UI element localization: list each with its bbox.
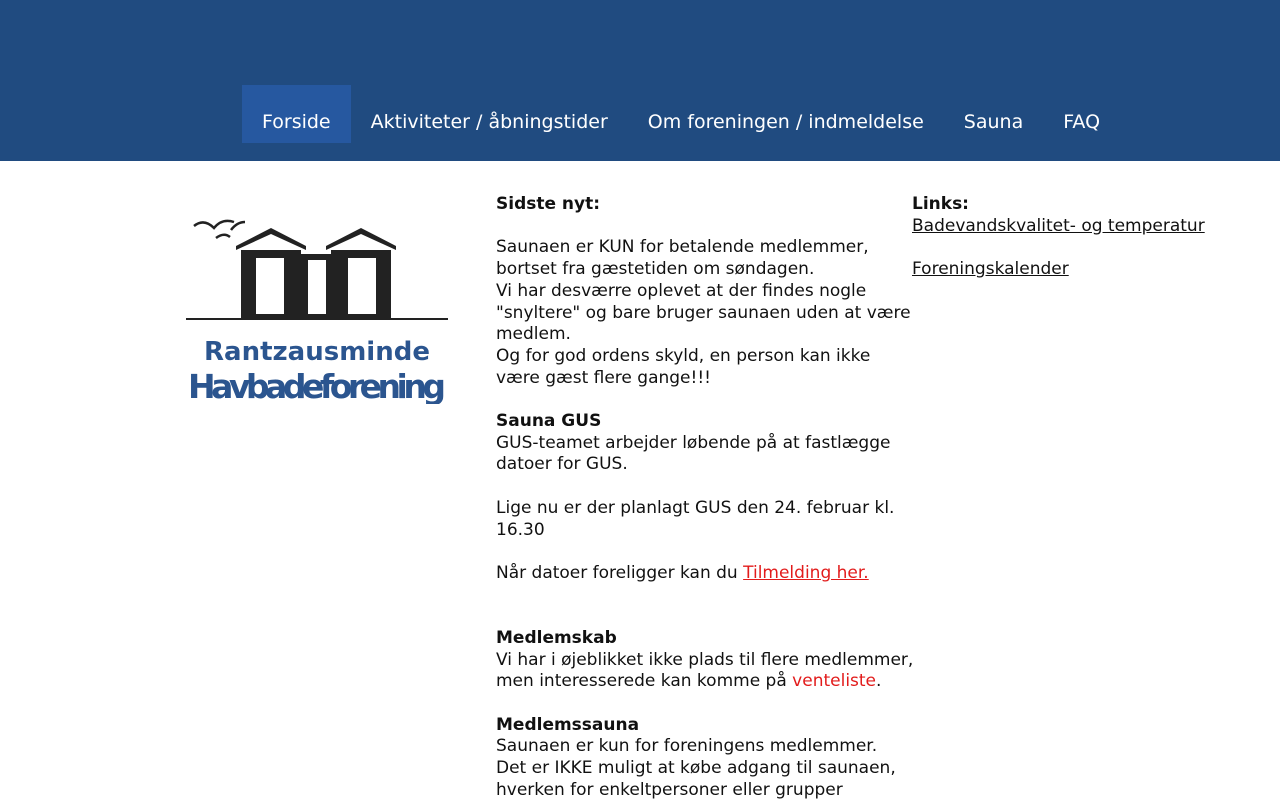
svg-text:Havbadeforening: Havbadeforening [188,367,446,404]
text-line: datoer for GUS. [496,454,628,475]
links-column [912,194,1252,281]
links-heading: Links: [912,194,969,214]
text-line: være gæst flere gange!!! [496,367,711,388]
news-heading: Sidste nyt: [496,194,601,214]
waitlist-link[interactable]: venteliste [792,671,877,692]
link-foreningskalender[interactable]: Foreningskalender [912,259,1069,280]
nav-om-foreningen[interactable]: Om foreningen / indmeldelse [647,111,924,133]
nav-faq[interactable]: FAQ [1063,111,1101,133]
site-header [0,0,1280,161]
signup-text: Når datoer foreligger kan du [496,562,744,583]
text-line: medlem. [496,324,571,345]
nav-forside[interactable]: Forside [242,85,351,143]
link-badevand[interactable]: Badevandskvalitet- og temperatur [912,215,1205,236]
gus-heading: Sauna GUS [496,411,602,431]
member-heading: Medlemskab [496,627,617,648]
nav-sauna[interactable]: Sauna [963,111,1024,133]
svg-text:Rantzausminde: Rantzausminde [204,337,430,367]
text-line: 16.30 [496,519,545,540]
text-line: "snyltere" og bare bruger saunaen uden at være [496,302,911,323]
text-line: . [876,671,882,692]
text-line: GUS-teamet arbejder løbende på at fastlægge [496,432,891,453]
sauna-heading: Medlemssauna [496,714,640,735]
text-line: Saunaen er KUN for betalende medlemmer, [496,237,869,258]
main-nav [242,85,1120,143]
news-column [496,194,916,802]
text-line: Det er IKKE muligt at købe adgang til saunaen, [496,758,896,779]
text-line: hverken for enkeltpersoner eller grupper [496,779,843,800]
text-line: Vi har desværre oplevet at der findes nogle [496,280,867,301]
text-line: Og for god ordens skyld, en person kan ikke [496,345,871,366]
text-line: men interesserede kan komme på [496,671,793,692]
text-line: Vi har i øjeblikket ikke plads til flere medlemmer, [496,649,914,670]
signup-link[interactable]: Tilmelding her. [743,562,869,583]
club-logo [186,208,448,404]
text-line: Saunaen er kun for foreningens medlemmer. [496,736,878,757]
nav-aktiviteter[interactable]: Aktiviteter / åbningstider [370,111,608,133]
text-line: Lige nu er der planlagt GUS den 24. februar kl. [496,497,895,518]
text-line: bortset fra gæstetiden om søndagen. [496,259,815,280]
